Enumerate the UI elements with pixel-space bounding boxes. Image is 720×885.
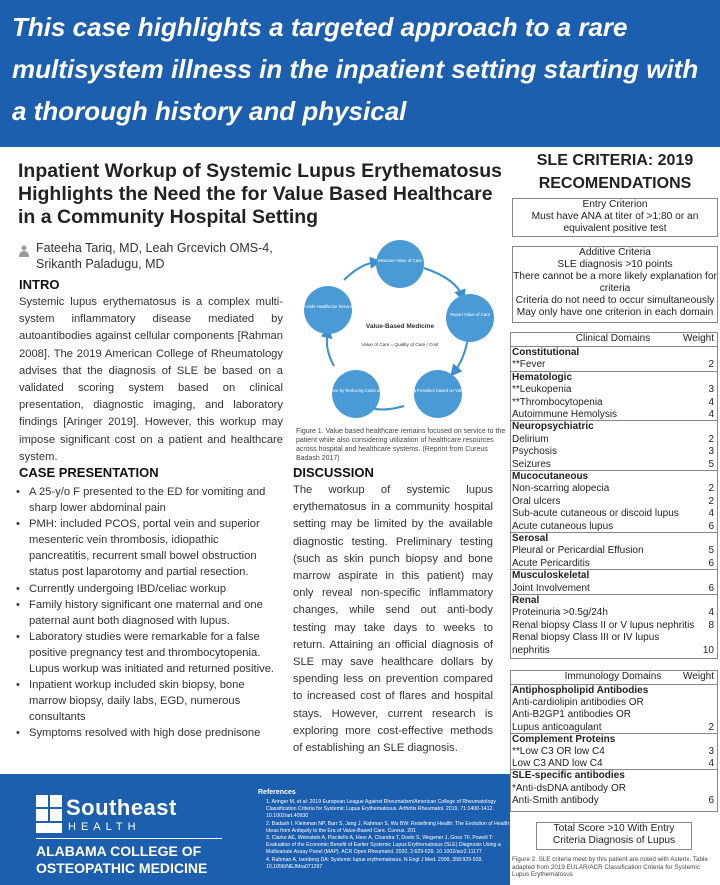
- criterion-label: Pleural or Pericardial Effusion: [512, 545, 644, 557]
- criterion-label: Seizures: [512, 458, 551, 470]
- criterion-label: Oral ulcers: [512, 495, 561, 507]
- criterion-label: Anti-cardiolipin antibodies OR: [512, 697, 644, 709]
- criterion-label: Non-scarring alopecia: [512, 483, 610, 495]
- node-provide: [304, 286, 352, 334]
- criterion-label: Musculoskeletal: [512, 570, 590, 582]
- criterion-label: *Anti-dsDNA antibody OR: [512, 782, 626, 794]
- node-report-label: Report Value of Care: [449, 312, 491, 317]
- domain-divider: [510, 733, 718, 734]
- domain-divider: [510, 594, 718, 595]
- criterion-row: [512, 722, 714, 734]
- criterion-weight: 2: [708, 483, 714, 495]
- total-score-box: [536, 822, 692, 850]
- references-list: [258, 799, 516, 871]
- domain-heading: [512, 347, 714, 359]
- criterion-label: Joint Involvement: [512, 582, 590, 594]
- intro-text: Systemic lupus erythematosus is a complex multi-system inflammatory disease mediated by autoantibodies against cellular components [Rahman 2008]. The 2019 American College of Rheumatology advises that the diagnosis of SLE be based on a validated scoring system based on clinical presentation, diagnostic imaging, and laboratory findings [Aringer 2019]. However, this workup may impose significant cost on a patient and healthcare system.: [19, 296, 283, 463]
- criterion-label: Renal: [512, 595, 540, 606]
- case-item: • Symptoms resolved with high dose prednisone: [14, 725, 282, 741]
- case-item: • A 25-y/o F presented to the ED for vomiting and sharp lower abdominal pain: [14, 484, 282, 516]
- criteria-title: SLE CRITERIA: 2019 RECOMENDATIONS: [536, 152, 694, 192]
- criterion-weight: 2: [708, 433, 714, 445]
- criterion-weight: 6: [708, 582, 714, 594]
- criterion-label: Acute cutaneous lupus: [512, 520, 614, 532]
- node-report: [446, 294, 494, 342]
- criterion-weight: 10: [702, 644, 714, 656]
- criterion-row: [512, 746, 714, 758]
- criterion-row: [512, 645, 714, 657]
- figure2-caption: Figure 2. SLE criteria meet by this patient are noted with Asterix. Table adapted from 2019 EULAR/ACR Classification Criteria for Systemic Lupus Erythematosus: [512, 856, 708, 879]
- case-heading: CASE PRESENTATION: [19, 465, 159, 480]
- criterion-row: [512, 359, 714, 371]
- domain-divider: [510, 769, 718, 770]
- case-item: • Laboratory studies were remarkable for a false positive pregnancy test and thrombocytopenia. Lupus workup was initiated and returned positive.: [14, 629, 282, 677]
- node-reimburse-label: Reimburse Providers based on Value of Care: [394, 388, 482, 393]
- reference-item: 3. Clarke AE, Weinstein A, Piscitello A, Heer A, Chandra T, Doshi S, Wegener J, Goss TF, Powell T: Evaluation of the Economic Benefit of Earlier Systemic Lupus Erythematosus (SLE) Diagnosis Using a Multivariate Assay Panel (MAP). ACR Open Rheumatol. 2020, 2:629-639. 10.1002/acr2.11177: [266, 835, 501, 856]
- criterion-weight: 4: [708, 758, 714, 770]
- immunology-weight-header: Weight: [683, 671, 714, 682]
- criterion-weight: 5: [708, 545, 714, 557]
- criterion-label: **Low C3 OR low C4: [512, 746, 605, 757]
- criterion-row: [512, 397, 714, 409]
- domain-heading: [512, 570, 714, 582]
- criterion-weight: 4: [708, 508, 714, 520]
- criterion-label: Constitutional: [512, 347, 580, 358]
- criterion-label: Psychosis: [512, 446, 558, 458]
- person-icon: [19, 245, 29, 257]
- criterion-row: [512, 583, 714, 595]
- criterion-weight: 3: [708, 446, 714, 458]
- case-item: • Currently undergoing IBD/celiac workup: [14, 581, 282, 597]
- domain-divider: [510, 371, 718, 372]
- southeast-logo-icon: [36, 795, 62, 837]
- criterion-weight: 2: [708, 721, 714, 733]
- criterion-weight: 6: [708, 557, 714, 569]
- domain-heading: [512, 372, 714, 384]
- case-item: • Family history significant one maternal and one paternal aunt both diagnosed with lupus.: [14, 597, 282, 629]
- criterion-label: Lupus anticoagulant: [512, 721, 602, 733]
- criterion-row: [512, 384, 714, 396]
- criterion-weight: 5: [708, 458, 714, 470]
- criterion-weight: 2: [708, 359, 714, 371]
- reference-item: 4. Rahman A, Isenberg DA: Systemic lupus erythematosus. N Engl J Med. 2008, 358:929-939. 10.1056/NEJMra071297: [266, 856, 483, 870]
- criterion-label: Complement Proteins: [512, 733, 616, 745]
- node-measure-label: Measure Value of Care: [378, 258, 422, 263]
- diagram-formula: Value of Care = Quality of Care / Cost: [361, 342, 439, 347]
- criterion-label: **Fever: [512, 359, 546, 371]
- total-score-text: Total Score >10 With Entry Criteria Diagnosis of Lupus: [552, 823, 676, 847]
- domain-heading: [512, 595, 714, 607]
- additive-criteria-box: [512, 246, 718, 323]
- domain-divider: [510, 532, 718, 533]
- criterion-label: Hematologic: [512, 371, 573, 383]
- domain-heading: [512, 685, 714, 697]
- immunology-header: [512, 671, 714, 683]
- clinical-header-label: Clinical Domains: [575, 333, 651, 344]
- criterion-weight: 4: [708, 409, 714, 420]
- criterion-label: Neuropsychiatric: [512, 421, 594, 433]
- additive-line: There cannot be a more likely explanation for criteria: [513, 271, 717, 295]
- domain-heading: [512, 533, 714, 545]
- entry-criterion-box: [512, 198, 718, 237]
- additive-line: SLE diagnosis >10 points: [557, 259, 673, 271]
- discussion-text: The workup of systemic lupus erythematosus in a community hospital setting may be limited by the available diagnostic testing. Preliminary testing (such as skin punch biopsy and bone marrow aspirate in this patient) may only reveal non-specific inflammatory changes, while send out anti-body testing may take days to weeks to return. Attaining an official diagnosis of SLE may save healthcare dollars by spending less on prevention compared to increased cost of flares and hospital stays. However, current research is exploring more cost-effective methods of establishing an SLE diagnosis.: [293, 484, 493, 755]
- authors: Fateeha Tariq, MD, Leah Grcevich OMS-4, Srikanth Paladugu, MD: [36, 241, 273, 271]
- criterion-row: [512, 632, 714, 644]
- criterion-label: Sub-acute cutaneous or discoid lupus: [512, 508, 679, 520]
- criterion-row: [512, 697, 714, 709]
- criterion-row: [512, 607, 714, 619]
- criterion-row: [512, 496, 714, 508]
- domain-divider: [510, 420, 718, 421]
- additive-line: Criteria do not need to occur simultaneously: [515, 295, 715, 307]
- entry-text: Must have ANA at titer of >1:80 or an equivalent positive test: [531, 211, 699, 235]
- domain-heading: [512, 421, 714, 433]
- clinical-header: [512, 333, 714, 345]
- criterion-weight: 3: [708, 384, 714, 396]
- node-improve-label: Improve Value of Care by Reducing Costs or Increasing Quality: [296, 388, 417, 393]
- intro-heading: INTRO: [19, 277, 60, 292]
- criterion-weight: 6: [708, 794, 714, 806]
- criterion-row: [512, 795, 714, 807]
- criterion-row: [512, 483, 714, 495]
- reference-item: 1. Aringer M, et al: 2019 European League Against Rheumatism/American College of Rheumatology Classification Criteria for Systemic Lupus Erythematosus. Arthritis Rheumatol. 2019, 71:1400-1412. 10.1002/art.40930: [266, 799, 496, 820]
- criterion-label: Antiphospholipid Antibodies: [512, 685, 649, 696]
- criterion-weight: 8: [708, 619, 714, 631]
- criterion-label: Low C3 AND low C4: [512, 758, 603, 770]
- immunology-header-label: Immunology Domains: [564, 671, 662, 682]
- criterion-label: nephritis: [512, 644, 550, 656]
- criterion-row: [512, 783, 714, 795]
- criterion-row: [512, 459, 714, 471]
- criterion-row: [512, 521, 714, 533]
- poster-title: Inpatient Workup of Systemic Lupus Erythematosus Highlights the Need the for Value Based Healthcare in a Community Hospital Setting: [18, 160, 502, 228]
- criterion-label: SLE-specific antibodies: [512, 770, 625, 782]
- discussion-heading: DISCUSSION: [293, 465, 374, 480]
- references-heading: References: [258, 789, 296, 796]
- criterion-row: [512, 434, 714, 446]
- criterion-row: [512, 545, 714, 557]
- college-name: ALABAMA COLLEGE OF OSTEOPATHIC MEDICINE: [36, 843, 208, 876]
- criterion-row: [512, 709, 714, 721]
- header-banner: [0, 0, 720, 147]
- domain-heading: [512, 770, 714, 782]
- org-name: Southeast: [66, 795, 177, 820]
- case-item: • PMH: included PCOS, portal vein and superior mesenteric vein thrombosis, idiopathic pancreatitis, recurrent small bowel obstruction status post laparotomy and partial resection.: [14, 516, 282, 580]
- value-based-medicine-diagram: [296, 234, 508, 426]
- criterion-label: Anti-Smith antibody: [512, 794, 599, 806]
- clinical-weight-header: Weight: [683, 333, 714, 344]
- org-sub: HEALTH: [68, 821, 141, 833]
- banner-text: This case highlights a targeted approach to a rare multisystem illness in the inpatient setting starting with a thorough history and physical: [12, 12, 699, 126]
- criterion-label: Renal biopsy Class II or V lupus nephritis: [512, 619, 695, 631]
- diagram-center-label: Value-Based Medicine: [365, 323, 435, 330]
- criterion-label: Acute Pericarditis: [512, 557, 590, 569]
- case-item: • Inpatient workup included skin biopsy, bone marrow biopsy, daily labs, EGD, numerous consultants: [14, 677, 282, 725]
- domain-divider: [510, 470, 718, 471]
- criterion-label: Renal biopsy Class III or IV lupus: [512, 632, 660, 644]
- criterion-row: [512, 758, 714, 770]
- criterion-label: Delirium: [512, 433, 549, 445]
- criterion-row: [512, 508, 714, 520]
- criterion-weight: 6: [708, 520, 714, 532]
- criterion-label: Mucocutaneous: [512, 471, 589, 482]
- node-measure: [376, 240, 424, 288]
- reference-item: 2. Badash I, Kleinman NP, Barr S, Jang J, Rahman S, Wu BW: Redefining Health: The Evolution of Health Ideas from Antiquity to the Era of Value-Based Care. Cureus. 201: [266, 820, 509, 834]
- criterion-weight: 3: [708, 746, 714, 757]
- additive-heading: Additive Criteria: [579, 247, 651, 258]
- criterion-row: [512, 446, 714, 458]
- domain-heading: [512, 734, 714, 746]
- node-reimburse: [414, 370, 462, 418]
- additive-line: May only have one criterion in each domain: [516, 307, 714, 319]
- criterion-label: **Thrombocytopenia: [512, 396, 603, 408]
- criterion-label: Serosal: [512, 533, 549, 544]
- criterion-weight: 2: [708, 495, 714, 507]
- criterion-label: **Leukopenia: [512, 384, 572, 396]
- criterion-label: Autoimmune Hemolysis: [512, 409, 618, 420]
- criterion-weight: 4: [708, 607, 714, 619]
- criterion-label: Anti-B2GP1 antibodies OR: [512, 709, 631, 721]
- criterion-label: Proteinuria >0.5g/24h: [512, 607, 608, 619]
- domain-divider: [510, 569, 718, 570]
- node-improve: [332, 370, 380, 418]
- entry-heading: Entry Criterion: [582, 199, 648, 210]
- criterion-row: [512, 409, 714, 421]
- criterion-weight: 4: [708, 396, 714, 408]
- node-provide-label: Provide Healthcare Services: [300, 304, 356, 309]
- figure1-caption: Figure 1. Value based healthcare remains focused on service to the patient while also considering utilization of healthcare resources across hospital and healthcare systems. (Reprint from Cureus Badash 2017): [296, 428, 506, 462]
- case-list: [14, 484, 282, 742]
- criterion-row: [512, 558, 714, 570]
- criterion-row: [512, 620, 714, 632]
- logo-divider: [36, 838, 222, 839]
- domain-heading: [512, 471, 714, 483]
